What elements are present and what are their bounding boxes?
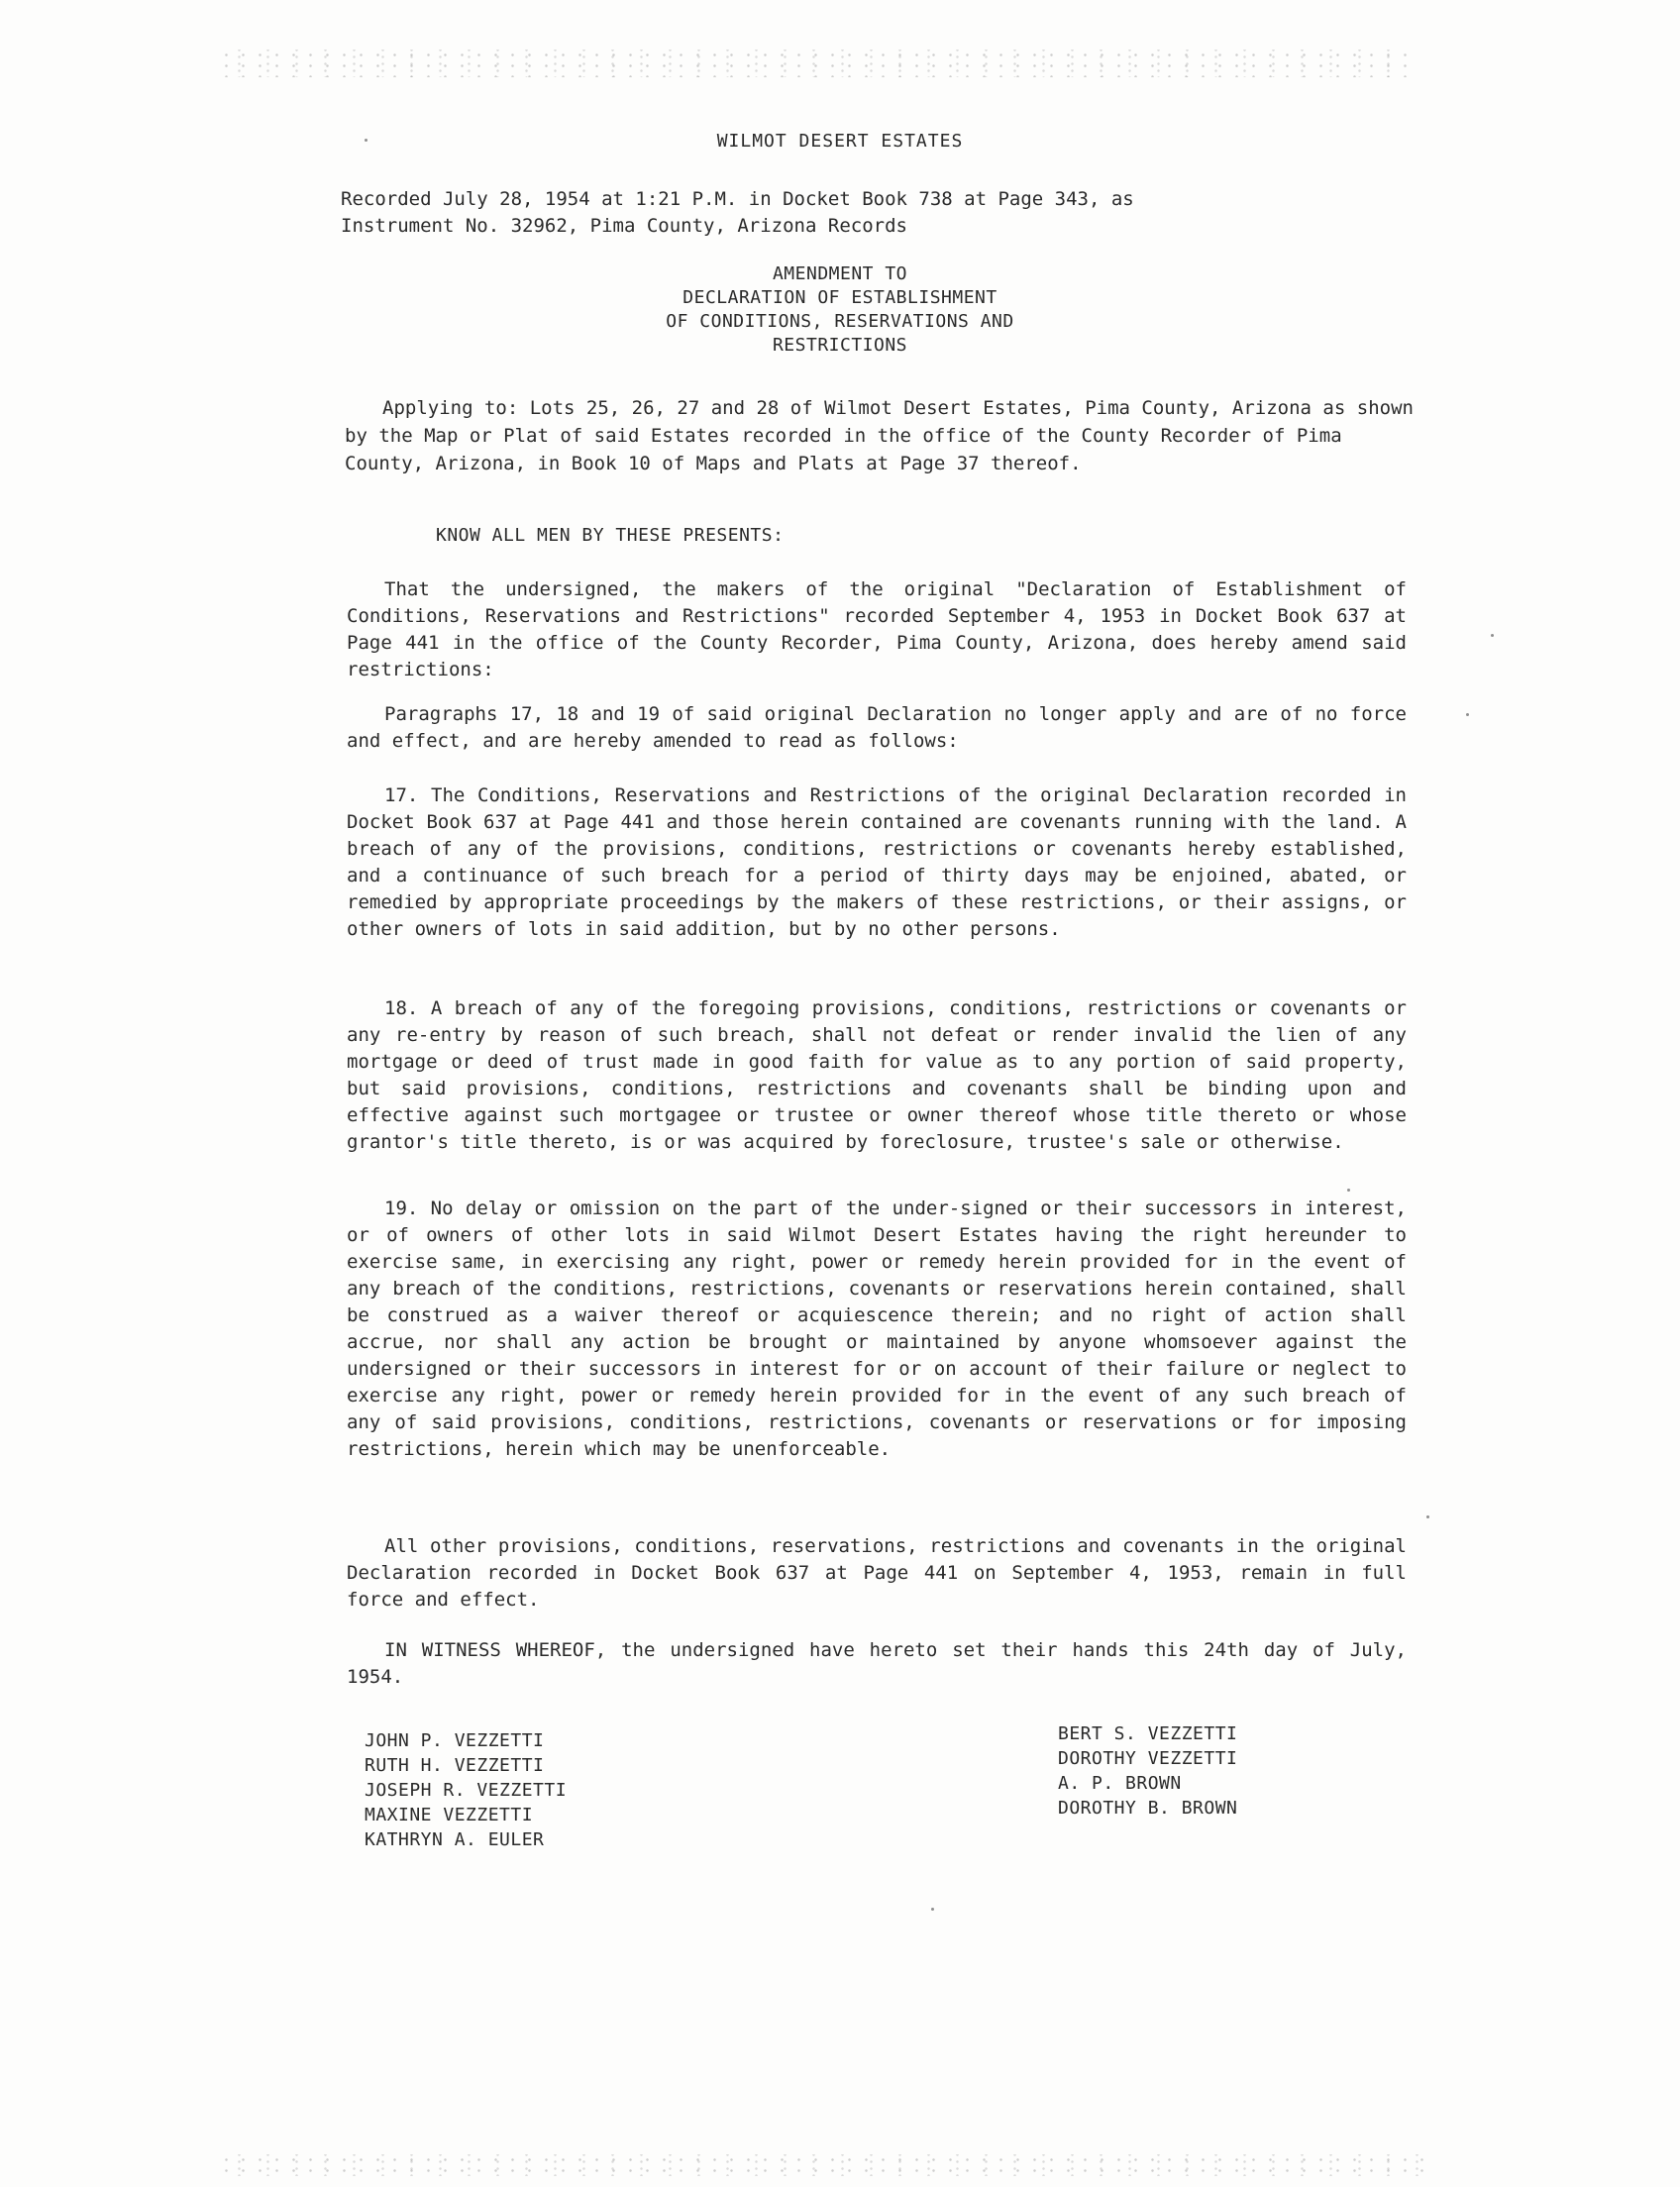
amendment-heading (0, 262, 1680, 358)
paragraph-witness: IN WITNESS WHEREOF, the undersigned have hereto set their hands this 24th day of July, 1954. (347, 1639, 1407, 1688)
recording-info: Recorded July 28, 1954 at 1:21 P.M. in Docket Book 738 at Page 343, as Instrument No. 32962, Pima County, Arizona Records (341, 188, 1134, 237)
signatories-right (1058, 1721, 1237, 1821)
know-all-men-heading: KNOW ALL MEN BY THESE PRESENTS: (436, 525, 785, 546)
scan-speck (931, 1908, 934, 1911)
paragraph-undersigned: That the undersigned, the makers of the original "Declaration of Establishment of Conditions, Reservations and Restrictions" recorded September 4, 1953 in Docket Book 637 at Page 441 in the office of the County Recorder, Pima County, Arizona, does hereby amend said restrictions: (347, 578, 1407, 680)
scan-noise-top (218, 50, 1407, 77)
paragraph-amend-statement: Paragraphs 17, 18 and 19 of said original Declaration no longer apply and are of no force and effect, and are hereby amended to read as follows: (347, 703, 1407, 752)
signatory-name: JOSEPH R. VEZZETTI (365, 1780, 568, 1801)
signatory-name: A. P. BROWN (1058, 1773, 1182, 1794)
signatory-name: KATHRYN A. EULER (365, 1829, 545, 1850)
signatories-left (365, 1728, 567, 1852)
applying-to-paragraph: Applying to: Lots 25, 26, 27 and 28 of Wilmot Desert Estates, Pima County, Arizona as shown by the Map or Plat of said Estates recorded in the office of the County Recorder of Pima County, Arizona, in Book 10 of Maps and Plats at Page 37 thereof. (345, 397, 1414, 474)
paragraph-17: 17. The Conditions, Reservations and Restrictions of the original Declaration recorded in Docket Book 637 at Page 441 and those herein contained are covenants running with the land. A breach of any of the provisions, conditions, restrictions or covenants hereby established, and a continuance of such breach for a period of thirty days may be enjoined, abated, or remedied by appropriate proceedings by the makers of these restrictions, or their assigns, or other owners of lots in said addition, but by no other persons. (347, 784, 1407, 940)
scan-noise-bottom (218, 2154, 1426, 2176)
scan-speck (1426, 1515, 1429, 1518)
signatory-name: BERT S. VEZZETTI (1058, 1723, 1238, 1744)
heading-line: DECLARATION OF ESTABLISHMENT (682, 287, 998, 308)
scan-speck (1347, 1189, 1350, 1192)
signatory-name: DOROTHY B. BROWN (1058, 1798, 1238, 1819)
scan-speck (1466, 713, 1469, 716)
paragraph-19: 19. No delay or omission on the part of the under-signed or their successors in interest, or of owners of other lots in said Wilmot Desert Estates having the right hereunder to exercise same, in exercising any right, power or remedy herein provided for in the event of any breach of the conditions, restrictions, covenants or reservations herein contained, shall be construed as a waiver thereof or acquiescence therein; and no right of action shall accrue, nor shall any action be brought or maintained by anyone whomsoever against the undersigned or their successors in interest for or on account of their failure or neglect to exercise any right, power or remedy herein provided for in the event of any such breach of any of said provisions, conditions, restrictions, covenants or reservations or for imposing restrictions, herein which may be unenforceable. (347, 1198, 1407, 1460)
heading-line: RESTRICTIONS (772, 335, 908, 356)
document-title: WILMOT DESERT ESTATES (716, 131, 964, 152)
paragraph-18: 18. A breach of any of the foregoing provisions, conditions, restrictions or covenants or any re-entry by reason of such breach, shall not defeat or render invalid the lien of any mortgage or deed of trust made in good faith for value as to any portion of said property, but said provisions, conditions, restrictions and covenants shall be binding upon and effective against such mortgagee or trustee or owner thereof whose title thereto or whose grantor's title thereto, is or was acquired by foreclosure, trustee's sale or otherwise. (347, 997, 1407, 1153)
heading-line: AMENDMENT TO (772, 263, 908, 284)
signatory-name: JOHN P. VEZZETTI (365, 1730, 545, 1751)
signatory-name: DOROTHY VEZZETTI (1058, 1748, 1238, 1769)
signatory-name: MAXINE VEZZETTI (365, 1805, 534, 1825)
heading-line: OF CONDITIONS, RESERVATIONS AND (666, 311, 1014, 332)
scan-speck (365, 139, 368, 142)
paragraph-other-provisions: All other provisions, conditions, reservations, restrictions and covenants in the original Declaration recorded in Docket Book 637 at Page 441 on September 4, 1953, remain in full force and effect. (347, 1535, 1407, 1611)
signatory-name: RUTH H. VEZZETTI (365, 1755, 545, 1776)
scan-speck (1491, 634, 1494, 637)
